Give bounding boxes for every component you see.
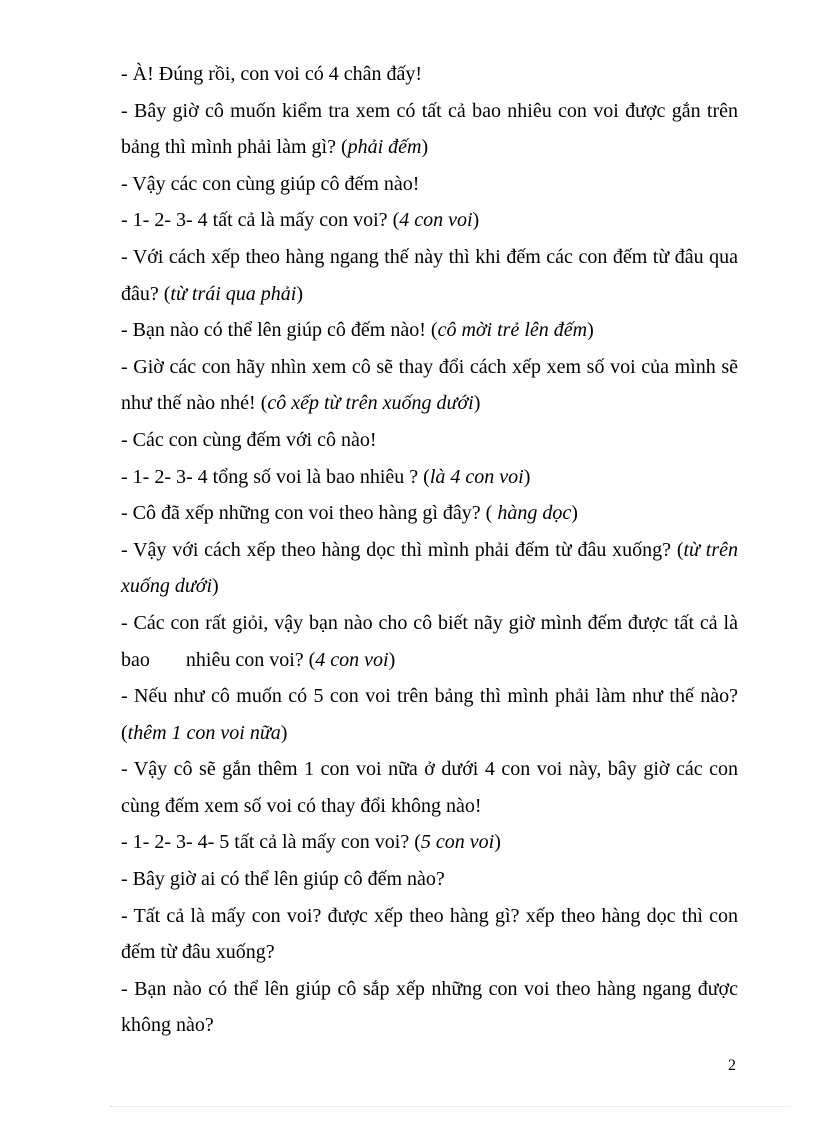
paragraph-2: - Bây giờ cô muốn kiểm tra xem có tất cả bao nhiêu con voi được gắn trên bảng thì mình phải làm gì? (phải đếm) (121, 99, 738, 159)
paragraph-17: - Tất cả là mấy con voi? được xếp theo hàng gì? xếp theo hàng dọc thì con đếm từ đâu xuống? (121, 904, 738, 964)
answer-text: cô mời trẻ lên đếm (437, 319, 588, 342)
answer-text: phải đếm (347, 136, 422, 159)
paragraph-4: - 1- 2- 3- 4 tất cả là mấy con voi? (4 con voi) (121, 209, 480, 232)
page-number: 2 (728, 1057, 736, 1074)
paragraph-13: - Nếu như cô muốn có 5 con voi trên bảng thì mình phải làm như thế nào? (thêm 1 con voi nữa) (121, 685, 738, 744)
answer-text: thêm 1 con voi nữa (127, 721, 281, 744)
answer-text: cô xếp từ trên xuống dưới (267, 392, 474, 415)
paragraph-1: - À! Đúng rồi, con voi có 4 chân đấy! (121, 63, 423, 85)
paragraph-8: - Các con cùng đếm với cô nào! (121, 428, 377, 451)
paragraph-5: - Với cách xếp theo hàng ngang thế này thì khi đếm các con đếm từ đâu qua đâu? (từ trái qua phải) (121, 245, 738, 305)
paragraph-18: - Bạn nào có thể lên giúp cô sắp xếp những con voi theo hàng ngang được không nào? (121, 977, 738, 1037)
answer-text: từ trái qua phải (170, 282, 297, 305)
paragraph-6: - Bạn nào có thể lên giúp cô đếm nào! (cô mời trẻ lên đếm) (121, 319, 594, 342)
paragraph-11: - Vậy với cách xếp theo hàng dọc thì mình phải đếm từ đâu xuống? (từ trên xuống dưới) (121, 538, 738, 598)
paragraph-12: - Các con rất giỏi, vậy bạn nào cho cô biết nãy giờ mình đếm được tất cả là bao nhiêu con voi? (4 con voi) (121, 611, 738, 671)
page-body (121, 56, 738, 1044)
paragraph-16: - Bây giờ ai có thể lên giúp cô đếm nào? (121, 868, 445, 891)
answer-text: từ trên xuống dưới (121, 538, 738, 598)
answer-text: là 4 con voi (429, 465, 524, 488)
answer-text: hàng dọc (492, 502, 572, 525)
footer-divider (110, 1106, 790, 1107)
paragraph-15: - 1- 2- 3- 4- 5 tất cả là mấy con voi? (5 con voi) (121, 831, 501, 854)
answer-text: 5 con voi (420, 831, 495, 854)
answer-text: 4 con voi (399, 209, 473, 232)
paragraph-10: - Cô đã xếp những con voi theo hàng gì đây? ( hàng dọc) (121, 502, 578, 525)
paragraph-14: - Vậy cô sẽ gắn thêm 1 con voi nữa ở dưới 4 con voi này, bây giờ các con cùng đếm xem số voi có thay đổi không nào! (121, 758, 738, 817)
paragraph-7: - Giờ các con hãy nhìn xem cô sẽ thay đổi cách xếp xem số voi của mình sẽ như thế nào nhé! (cô xếp từ trên xuống dưới) (121, 355, 738, 415)
answer-text: 4 con voi (315, 648, 389, 671)
paragraph-3: - Vậy các con cùng giúp cô đếm nào! (121, 172, 420, 195)
paragraph-9: - 1- 2- 3- 4 tổng số voi là bao nhiêu ? (là 4 con voi) (121, 465, 531, 488)
